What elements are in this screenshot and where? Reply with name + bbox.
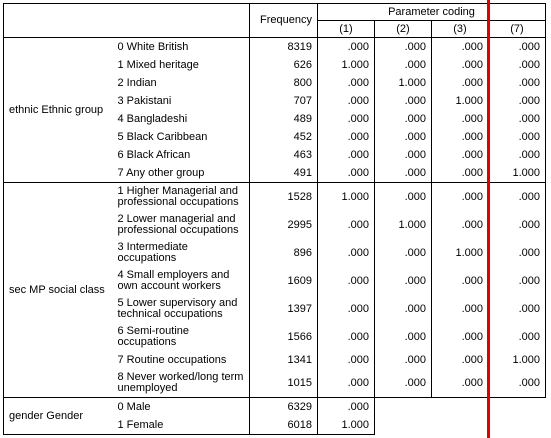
row-frequency: 707 bbox=[293, 94, 312, 107]
row-frequency: 896 bbox=[293, 246, 312, 259]
row-code-1: 1.000 bbox=[318, 416, 375, 435]
row-frequency: 1341 bbox=[287, 353, 312, 366]
row-code-1: .000 bbox=[318, 146, 375, 164]
red-marker-line bbox=[487, 0, 490, 438]
row-code-7: .000 bbox=[489, 128, 546, 146]
row-code-3: .000 bbox=[432, 211, 489, 239]
row-code-3: .000 bbox=[432, 351, 489, 369]
row-code-3: .000 bbox=[432, 128, 489, 146]
row-category: 8 Never worked/long term unemployed bbox=[113, 369, 250, 398]
row-frequency: 626 bbox=[293, 58, 312, 71]
row-category: 6 Black African bbox=[113, 146, 250, 164]
row-code-3: .000 bbox=[432, 56, 489, 74]
row-code-1: .000 bbox=[318, 211, 375, 239]
row-code-7: .000 bbox=[489, 323, 546, 351]
row-code-1: .000 bbox=[318, 92, 375, 110]
row-code-1: .000 bbox=[318, 110, 375, 128]
row-code-2: .000 bbox=[375, 110, 432, 128]
row-frequency: 491 bbox=[250, 164, 318, 183]
row-code-1: .000 bbox=[318, 267, 375, 295]
row-code-2: 1.000 bbox=[375, 211, 432, 239]
row-category: 2 Indian bbox=[113, 74, 250, 92]
row-frequency: 452 bbox=[293, 130, 312, 143]
row-code-2: .000 bbox=[375, 38, 432, 57]
header-col-1: (1) bbox=[318, 21, 375, 38]
parameter-coding-table bbox=[3, 3, 546, 435]
row-category: 0 Male bbox=[113, 398, 250, 417]
row-code-2: .000 bbox=[375, 128, 432, 146]
header-frequency: Frequency bbox=[250, 4, 318, 38]
row-code-7: .000 bbox=[489, 74, 546, 92]
row-code-3: .000 bbox=[432, 110, 489, 128]
row-code-7: .000 bbox=[489, 267, 546, 295]
table-row bbox=[4, 398, 546, 417]
row-empty bbox=[375, 398, 546, 417]
row-category: 6 Semi-routine occupations bbox=[113, 323, 250, 351]
row-code-3: 1.000 bbox=[432, 92, 489, 110]
row-code-3: .000 bbox=[432, 38, 489, 57]
row-frequency: 1015 bbox=[250, 369, 318, 398]
row-frequency: 1609 bbox=[287, 274, 312, 287]
row-frequency: 2995 bbox=[287, 218, 312, 231]
row-code-2: .000 bbox=[375, 323, 432, 351]
row-variable-label: gender Gender bbox=[4, 398, 113, 435]
row-category: 4 Small employers and own account workers bbox=[113, 267, 250, 295]
row-empty bbox=[375, 416, 546, 435]
row-code-7: .000 bbox=[489, 56, 546, 74]
row-code-1: .000 bbox=[318, 351, 375, 369]
row-code-2: .000 bbox=[375, 146, 432, 164]
header-col-2: (2) bbox=[375, 21, 432, 38]
row-code-3: .000 bbox=[432, 146, 489, 164]
row-frequency: 1528 bbox=[287, 190, 312, 203]
row-code-1: 1.000 bbox=[318, 183, 375, 212]
row-code-3: .000 bbox=[432, 164, 489, 183]
row-code-1: .000 bbox=[318, 398, 375, 417]
row-code-1: .000 bbox=[318, 164, 375, 183]
row-code-3: .000 bbox=[432, 295, 489, 323]
row-code-3: .000 bbox=[432, 267, 489, 295]
row-code-2: .000 bbox=[375, 56, 432, 74]
row-code-3: .000 bbox=[432, 74, 489, 92]
header-parameter-coding: Parameter coding bbox=[318, 4, 546, 21]
row-code-2: .000 bbox=[375, 295, 432, 323]
row-code-7: 1.000 bbox=[489, 351, 546, 369]
row-category: 1 Mixed heritage bbox=[113, 56, 250, 74]
row-frequency: 489 bbox=[293, 112, 312, 125]
row-code-1: 1.000 bbox=[318, 56, 375, 74]
row-code-2: .000 bbox=[375, 92, 432, 110]
row-code-1: .000 bbox=[318, 323, 375, 351]
row-category: 1 Higher Managerial and professional occupations bbox=[113, 183, 250, 212]
row-code-1: .000 bbox=[318, 128, 375, 146]
row-frequency: 6329 bbox=[287, 400, 312, 413]
row-category: 4 Bangladeshi bbox=[113, 110, 250, 128]
row-code-2: .000 bbox=[375, 369, 432, 398]
table-row bbox=[4, 183, 546, 212]
row-code-3: .000 bbox=[432, 369, 489, 398]
row-code-2: .000 bbox=[375, 164, 432, 183]
row-variable-label: sec MP social class bbox=[4, 183, 113, 398]
row-frequency: 800 bbox=[293, 76, 312, 89]
row-category: 5 Lower supervisory and technical occupations bbox=[113, 295, 250, 323]
row-code-7: .000 bbox=[489, 295, 546, 323]
row-code-3: .000 bbox=[432, 323, 489, 351]
row-code-2: 1.000 bbox=[375, 74, 432, 92]
row-frequency: 463 bbox=[293, 148, 312, 161]
row-code-7: .000 bbox=[489, 110, 546, 128]
row-category: 5 Black Caribbean bbox=[113, 128, 250, 146]
row-code-1: .000 bbox=[318, 369, 375, 398]
row-code-7: .000 bbox=[489, 38, 546, 57]
row-code-2: .000 bbox=[375, 351, 432, 369]
row-code-2: .000 bbox=[375, 267, 432, 295]
row-code-2: .000 bbox=[375, 239, 432, 267]
row-code-3: 1.000 bbox=[432, 239, 489, 267]
row-code-2: .000 bbox=[375, 183, 432, 212]
row-category: 7 Any other group bbox=[113, 164, 250, 183]
row-category: 3 Pakistani bbox=[113, 92, 250, 110]
row-category: 0 White British bbox=[113, 38, 250, 57]
header-blank-cat bbox=[113, 4, 250, 38]
row-frequency: 1397 bbox=[287, 302, 312, 315]
row-category: 2 Lower managerial and professional occupations bbox=[113, 211, 250, 239]
row-code-7: .000 bbox=[489, 183, 546, 212]
row-code-1: .000 bbox=[318, 74, 375, 92]
row-code-1: .000 bbox=[318, 295, 375, 323]
header-col-7: (7) bbox=[489, 21, 546, 38]
row-variable-label: ethnic Ethnic group bbox=[4, 38, 113, 183]
row-frequency: 1566 bbox=[287, 330, 312, 343]
row-code-7: .000 bbox=[489, 146, 546, 164]
row-code-1: .000 bbox=[318, 38, 375, 57]
row-code-7: .000 bbox=[489, 92, 546, 110]
row-frequency: 6018 bbox=[250, 416, 318, 435]
table-row bbox=[4, 38, 546, 57]
row-code-7: .000 bbox=[489, 239, 546, 267]
header-col-3: (3) bbox=[432, 21, 489, 38]
header-blank-var bbox=[4, 4, 113, 38]
row-code-1: .000 bbox=[318, 239, 375, 267]
row-category: 7 Routine occupations bbox=[113, 351, 250, 369]
row-code-7: 1.000 bbox=[489, 164, 546, 183]
row-code-3: .000 bbox=[432, 183, 489, 212]
row-category: 3 Intermediate occupations bbox=[113, 239, 250, 267]
row-code-7: .000 bbox=[489, 369, 546, 398]
row-code-7: .000 bbox=[489, 211, 546, 239]
row-frequency: 8319 bbox=[287, 40, 312, 53]
row-category: 1 Female bbox=[113, 416, 250, 435]
